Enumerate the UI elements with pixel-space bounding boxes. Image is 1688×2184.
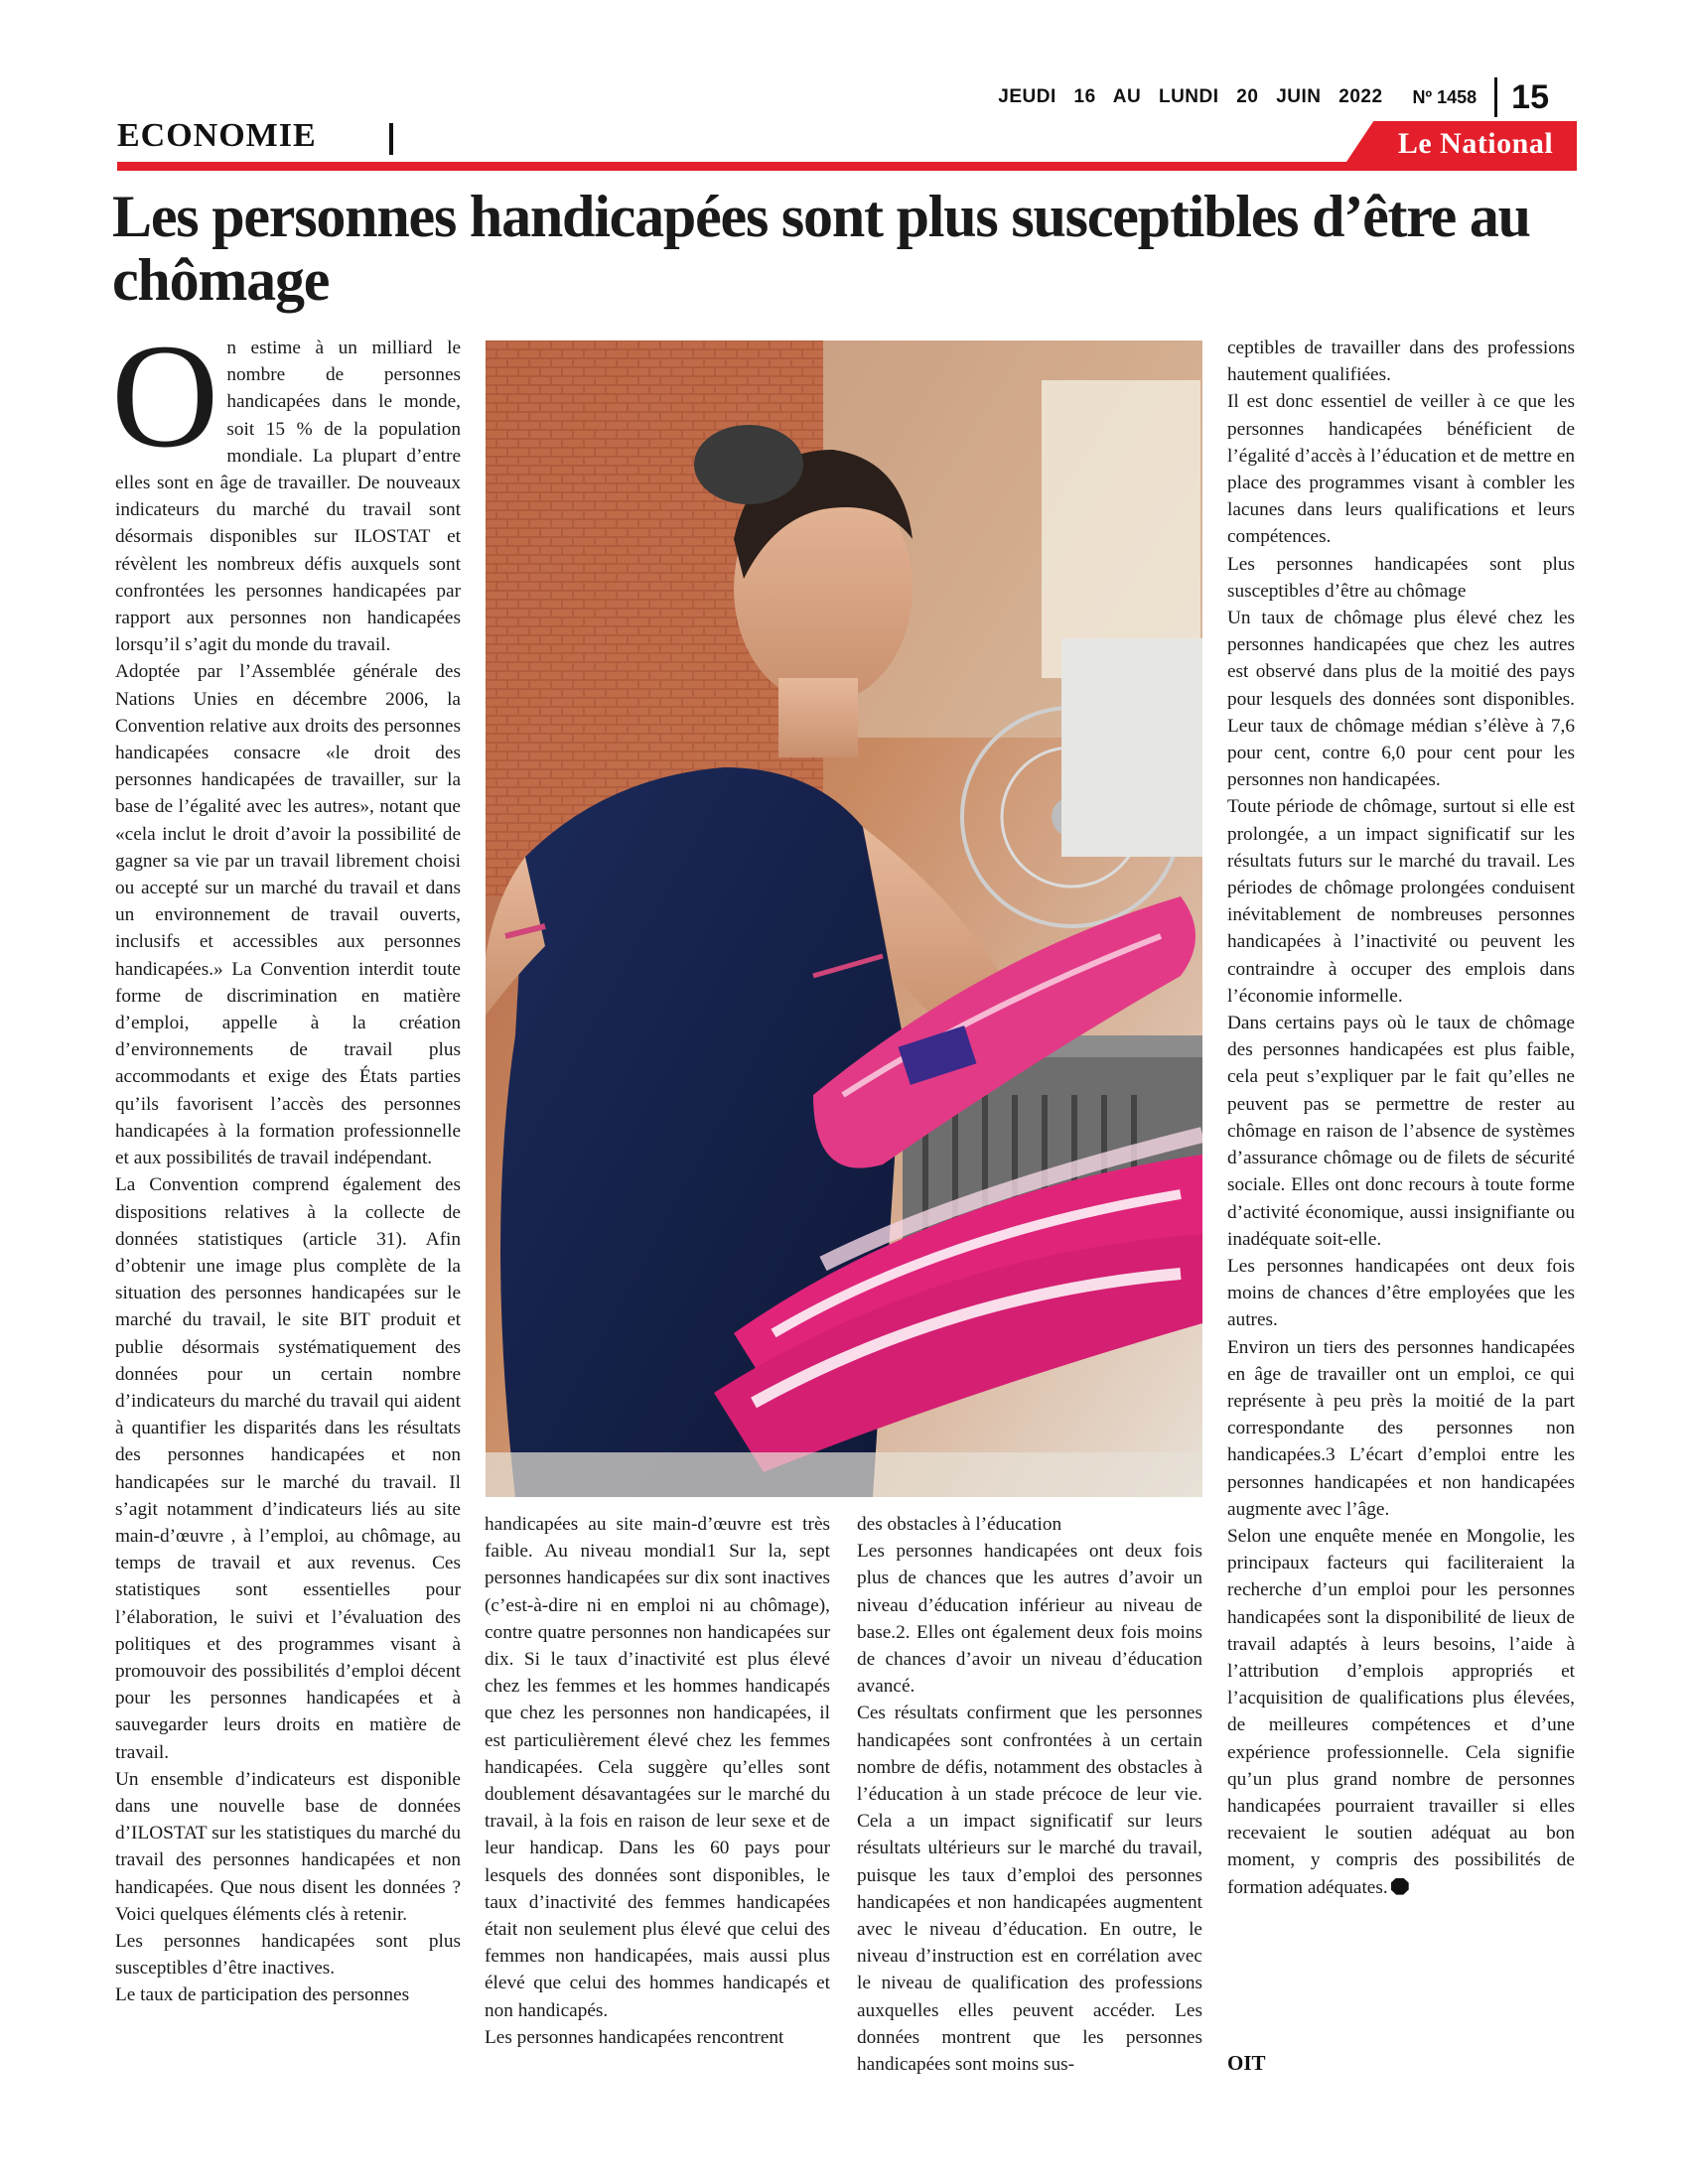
- article-subhead: Les personnes handicapées sont plus susceptibles d’être inactives.: [115, 1930, 461, 1979]
- article-column-3: [857, 1511, 1202, 2078]
- article-paragraph: Un taux de chômage plus élevé chez les personnes handicapées que chez les autres est observé dans plus de la moitié des pays pour lesquels des données sont disponibles. Leur taux de chômage médian s’élève à 7,6 pour cent, contre 6,0 pour cent pour les personnes non handicapées.: [1227, 608, 1575, 791]
- article-paragraph: handicapées au site main-d’œuvre est très faible. Au niveau mondial1 Sur la, sept personnes handicapées sur dix sont inactives (c’est-à-dire ni en emploi ni au chômage), contre quatre personnes non handicapées sur dix. Si le taux d’inactivité est plus élevé chez les femmes et les hommes handicapés que chez les personnes non handicapées, il est particulièrement élevé chez les femmes handicapées. Cela suggère qu’elles sont doublement désavantagées sur le marché du travail, à la fois en raison de leur sexe et de leur handicap. Dans les 60 pays pour lesquels des données sont disponibles, le taux d’inactivité des femmes handicapées était non seulement plus élevé que celui des femmes non handicapées, mais aussi plus élevé que celui des hommes handicapés et non handicapés.: [485, 1514, 830, 2021]
- article-paragraph: Il est donc essentiel de veiller à ce que les personnes handicapées bénéficient de l’égalité d’accès à l’éducation et de mettre en place des programmes visant à combler les lacunes dans leurs qualifications et leurs compétences.: [1227, 391, 1575, 548]
- article-column-4: [1227, 335, 1575, 1901]
- article-photo: [486, 341, 1202, 1497]
- paragraph-text: n estime à un milliard le nombre de personnes handicapées dans le monde, soit 15 % de la population mondiale. La plupart d’entre elles sont en âge de travailler. De nouveaux indicateurs du marché du travail sont désormais disponibles sur ILOSTAT et révèlent les nombreux défis auxquels sont confrontées les personnes handicapées par rapport aux personnes non handicapées lorsqu’il s’agit du monde du travail.: [115, 338, 461, 656]
- article-paragraph: Environ un tiers des personnes handicapées en âge de travailler ont un emploi, ce qui représente à peu près la moitié de la part correspondante des personnes non handicapées.3 L’écart d’emploi entre les personnes handicapées et non handicapées augmente avec l’âge.: [1227, 1336, 1575, 1520]
- factory-worker-photo-icon: [486, 341, 1202, 1497]
- header-rule: [117, 162, 1577, 171]
- article-subhead: Les personnes handicapées sont plus susceptibles d’être au chômage: [1227, 553, 1575, 602]
- article-paragraph: Dans certains pays où le taux de chômage des personnes handicapées est plus faible, cela peut s’expliquer par le fait qu’elles ne peuvent pas se permettre de rester au chômage en raison de l’absence de systèmes d’assurance chômage ou de filets de sécurité sociale. Elles ont donc recours à toute forme d’activité économique, aussi insignifiante ou inadéquate soit-elle.: [1227, 1013, 1575, 1250]
- article-paragraph: La Convention comprend également des dispositions relatives à la collecte de données statistiques (article 31). Afin d’obtenir une image plus complète de la situation des personnes handicapées sur le marché du travail, le site BIT produit et publie désormais systématiquement des données pour un certain nombre d’indicateurs du marché du travail qui aident à quantifier les disparités dans les résultats des personnes handicapées et non handicapées sur le marché du travail. Il s’agit notamment d’indicateurs liés au site main-d’œuvre , à l’emploi, au chômage, au temps de travail et aux revenus. Ces statistiques sont essentielles pour l’élaboration, le suivi et l’évaluation des politiques et des programmes visant à promouvoir des possibilités d’emploi décent pour les personnes handicapées et à sauvegarder leurs droits en matière de travail.: [115, 1174, 461, 1763]
- article-subhead: Les personnes handicapées rencontrent: [485, 2026, 784, 2048]
- article-paragraph: [1227, 1523, 1575, 1901]
- drop-cap: O: [111, 314, 219, 478]
- section-divider: [389, 123, 393, 155]
- page-number: 15: [1511, 77, 1549, 116]
- masthead-meta: [998, 77, 1549, 117]
- article-signature: OIT: [1227, 2051, 1266, 2075]
- divider: [1494, 77, 1497, 117]
- article-subhead: des obstacles à l’éducation: [857, 1514, 1062, 1535]
- article-headline: Les personnes handicapées sont plus susceptibles d’être au chômage: [112, 184, 1530, 313]
- article-paragraph: [111, 314, 461, 658]
- article-paragraph: Un ensemble d’indicateurs est disponible dans une nouvelle base de données d’ILOSTAT sur les statistiques du marché du travail des personnes handicapées et non handicapées. Que nous disent les données ? Voici quelques éléments clés à retenir.: [115, 1768, 461, 1925]
- brand-name: Le National: [1397, 127, 1554, 160]
- article-paragraph: ceptibles de travailler dans des professions hautement qualifiées.: [1227, 338, 1575, 386]
- article-subhead: Les personnes handicapées ont deux fois moins de chances d’être employées que les autres.: [1227, 1255, 1575, 1331]
- paragraph-text: Selon une enquête menée en Mongolie, les principaux facteurs qui faciliteraient la recherche d’un emploi pour les personnes handicapées sont la disponibilité de lieux de travail adaptés à leurs besoins, l’aide à l’attribution d’emplois appropriés et l’acquisition de qualifications plus élevées, de meilleures compétences et d’une expérience professionnelle. Cela signifie qu’un plus grand nombre de personnes handicapées pourraient travailler si elles recevaient le soutien adéquat au bon moment, y compris des possibilités de formation adéquates.: [1227, 1525, 1575, 1898]
- article-paragraph: Ces résultats confirment que les personnes handicapées sont confrontées à un certain nombre de défis, notamment des obstacles à l’éducation à un stade précoce de leur vie. Cela a un impact significatif sur leurs résultats ultérieurs sur le marché du travail, puisque les taux d’emploi des personnes handicapées et non handicapées augmentent avec le niveau d’éducation. En outre, le niveau d’instruction est en corrélation avec le niveau de qualification des professions auxquelles elles peuvent accéder. Les données montrent que les personnes handicapées sont moins sus-: [857, 1703, 1202, 2076]
- article-paragraph: Toute période de chômage, surtout si elle est prolongée, a un impact significatif sur les résultats futurs sur le marché du travail. Les périodes de chômage prolongées conduisent inévitablement de nombreuses personnes handicapées à l’inactivité ou peuvent les contraindre à occuper des emplois dans l’économie informelle.: [1227, 796, 1575, 1007]
- article-paragraph: Le taux de participation des personnes: [115, 1984, 410, 2006]
- article-paragraph: Les personnes handicapées ont deux fois plus de chances que les autres d’avoir un niveau d’éducation inférieur au niveau de base.2. Elles ont également deux fois moins de chances d’avoir un niveau d’éducation avancé.: [857, 1541, 1202, 1698]
- end-mark-icon: [1391, 1878, 1409, 1895]
- issue-number: Nº 1458: [1412, 86, 1477, 107]
- article-column-2: [485, 1511, 830, 2051]
- section-label: ECONOMIE: [117, 117, 317, 154]
- article-paragraph: Adoptée par l’Assemblée générale des Nations Unies en décembre 2006, la Convention relative aux droits des personnes handicapées consacre «le droit des personnes handicapées de travailler, sur la base de l’égalité avec les autres», notant que «cela inclut le droit d’avoir la possibilité de gagner sa vie par un travail librement choisi ou accepté sur un marché du travail et dans un environnement de travail ouverts, inclusifs et accessibles aux personnes handicapées.» La Convention interdit toute forme de discrimination en matière d’emploi, appelle à la création d’environnements de travail plus accommodants et exige des États parties qu’ils favorisent l’accès des personnes handicapées à la formation professionnelle et aux possibilités de travail indépendant.: [115, 661, 461, 1169]
- dateline: JEUDI 16 AU LUNDI 20 JUIN 2022: [998, 86, 1383, 107]
- article-column-1: [111, 314, 461, 2009]
